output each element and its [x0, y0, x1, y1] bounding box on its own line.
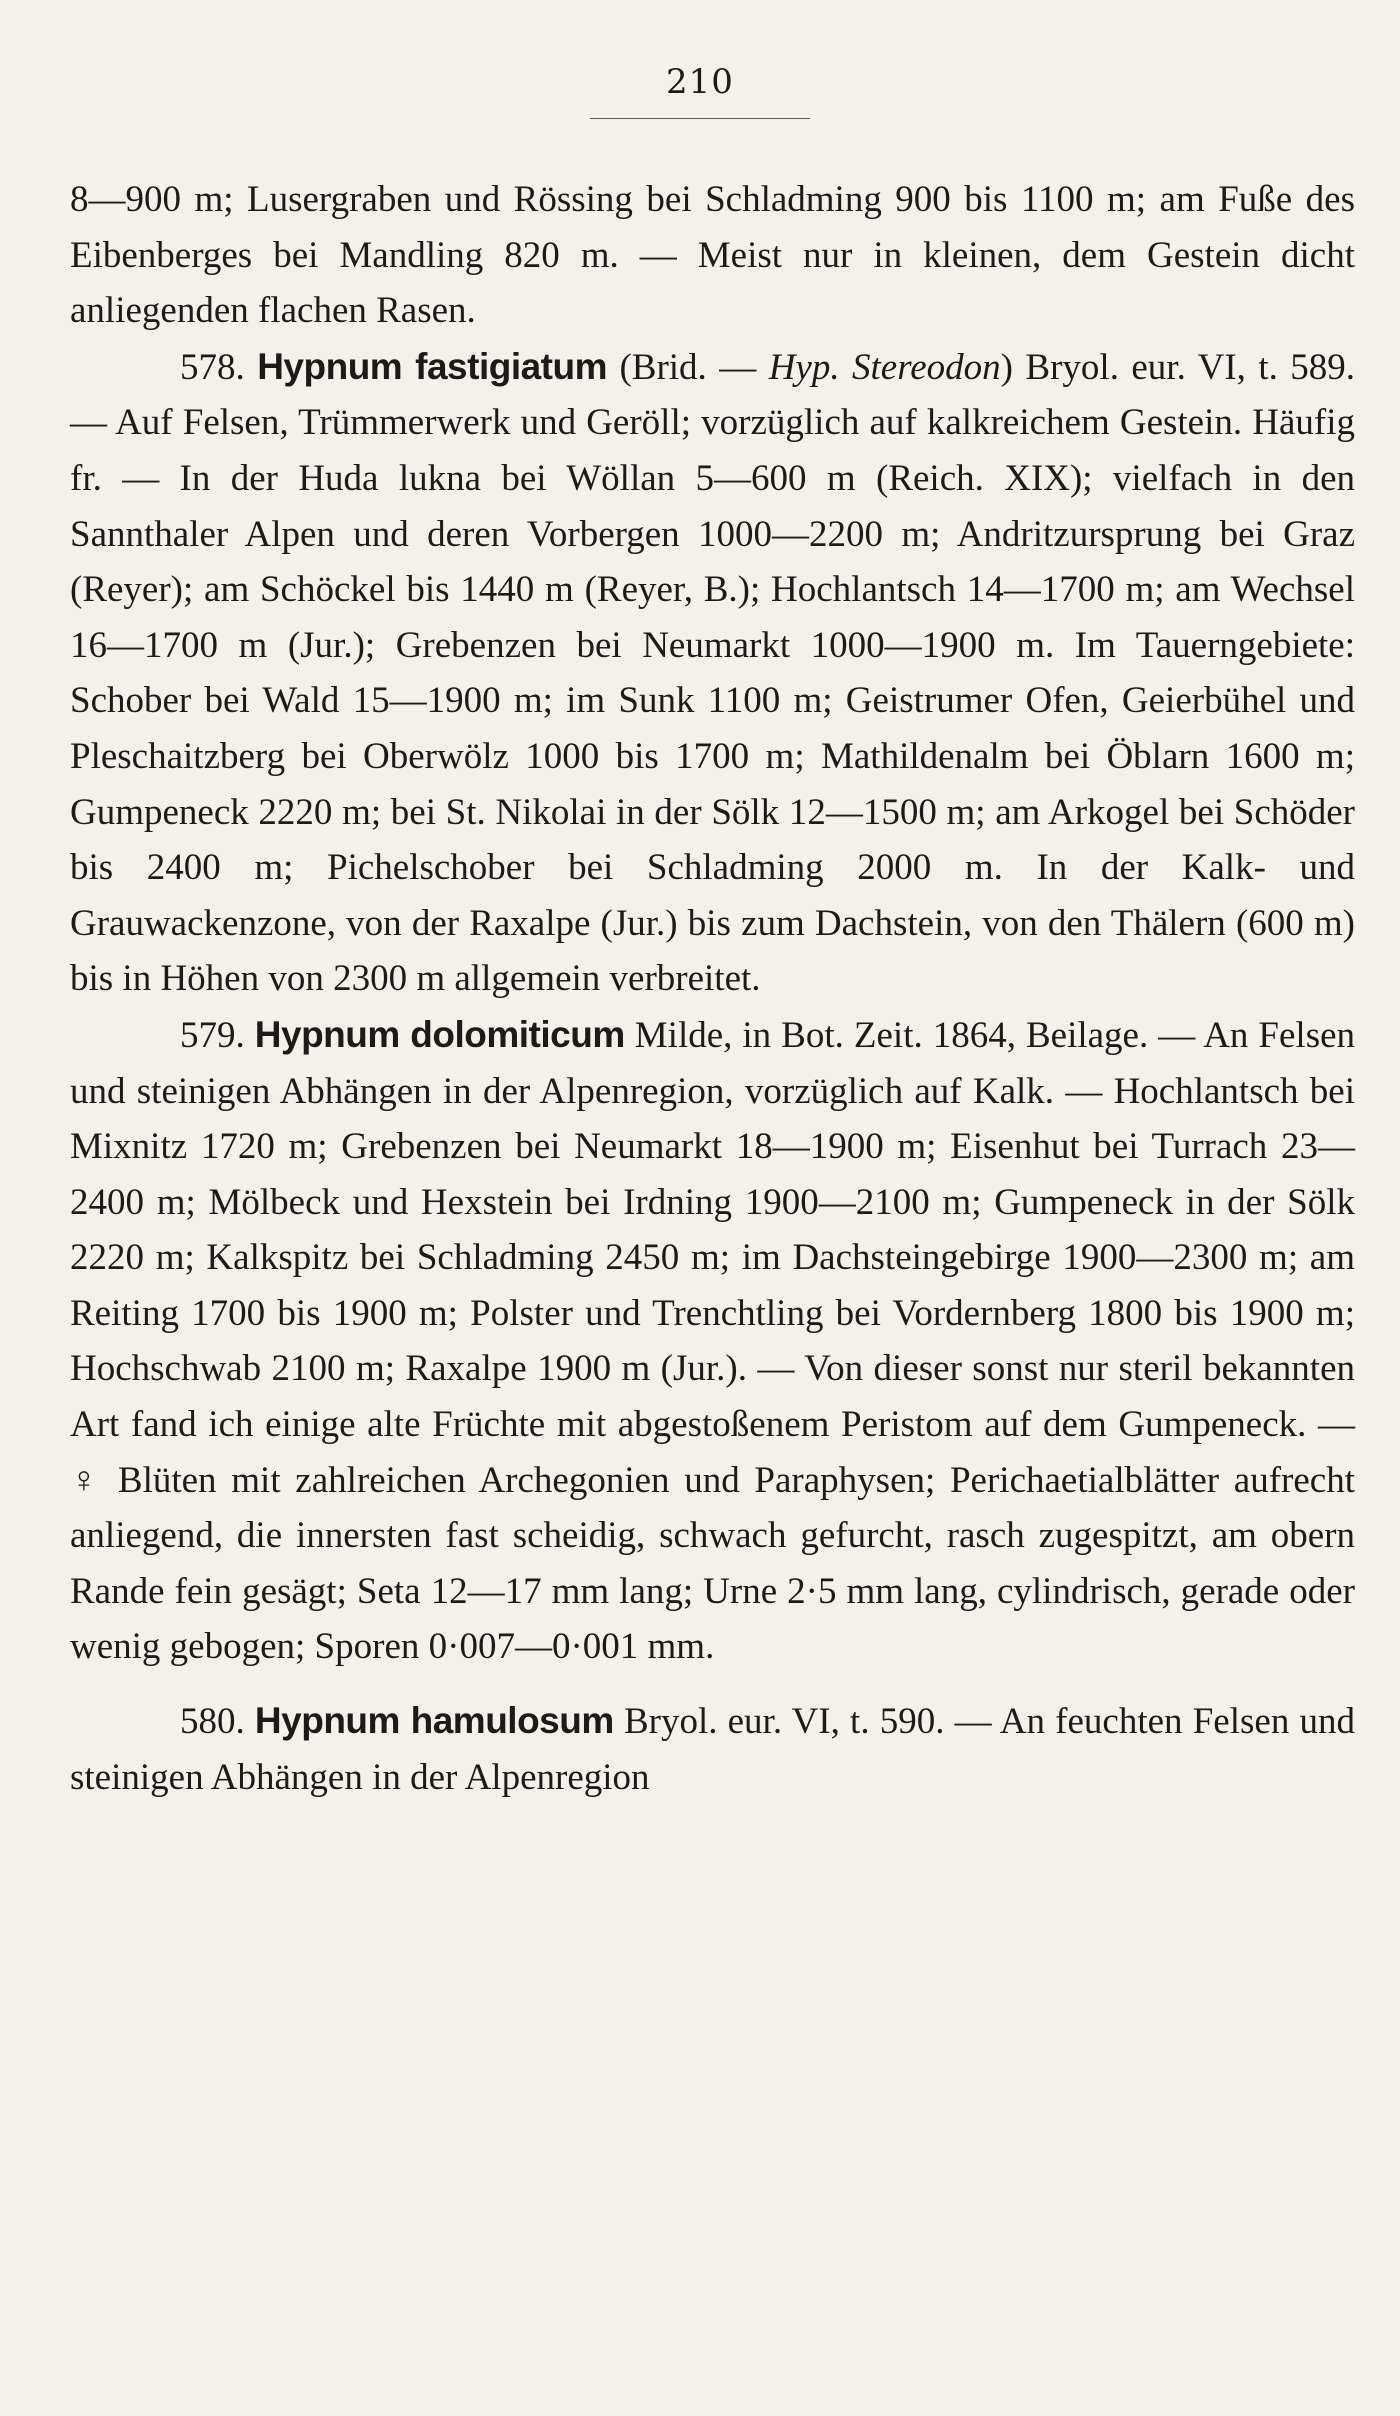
paragraph-continuation: [70, 172, 1355, 339]
species-name: Hypnum fastigiatum: [257, 345, 608, 387]
paragraph-text: ) Bryol. eur. VI, t. 589. — Auf Felsen, Trümmerwerk und Geröll; vorzüglich auf kalkreichem Gestein. Häufig fr. — In der Huda lukna bei Wöllan 5—600 m (Reich. XIX); vielfach in den Sannthaler Alpen und deren Vorbergen 1000—2200 m; Andritzursprung bei Graz (Reyer); am Schöckel bis 1440 m (Reyer, B.); Hochlantsch 14—1700 m; am Wechsel 16—1700 m (Jur.); Grebenzen bei Neumarkt 1000—1900 m. Im Tauerngebiete: Schober bei Wald 15—1900 m; im Sunk 1100 m; Geistrumer Ofen, Geierbühel und Pleschaitzberg bei Oberwölz 1000 bis 1700 m; Mathildenalm bei Öblarn 1600 m; Gumpeneck 2220 m; bei St. Nikolai in der Sölk 12—1500 m; am Arkogel bei Schöder bis 2400 m; Pichelschober bei Schladming 2000 m. In der Kalk- und Grauwackenzone, von der Raxalpe (Jur.) bis zum Dachstein, von den Thälern (600 m) bis in Höhen von 2300 m allgemein verbreitet.: [70, 346, 1356, 1000]
header-rule: [590, 118, 810, 119]
species-name: Hypnum hamulosum: [254, 1700, 614, 1742]
paragraph-text: 8—900 m; Lusergraben und Rössing bei Schladming 900 bis 1100 m; am Fuße des Eibenberges bei Mandling 820 m. — Meist nur in kleinen, dem Gestein dicht anliegenden flachen Rasen.: [70, 179, 1355, 332]
entry-authority: (Brid. —: [619, 346, 757, 388]
paragraph-text: Bryol. eur. VI, t. 590. — An feuchten Felsen und steinigen Abhängen in der Alpenregion: [70, 1701, 1355, 1798]
page-number: 210: [666, 62, 734, 102]
entry-579: [70, 1007, 1355, 1675]
entry-580: [70, 1693, 1355, 1805]
paragraph-text: Milde, in Bot. Zeit. 1864, Beilage. — An Felsen und steinigen Abhängen in der Alpenregion, vorzüglich auf Kalk. — Hochlantsch bei Mixnitz 1720 m; Grebenzen bei Neumarkt 18—1900 m; Eisenhut bei Turrach 23—2400 m; Mölbeck und Hexstein bei Irdning 1900—2100 m; Gumpeneck in der Sölk 2220 m; Kalkspitz bei Schladming 2450 m; im Dachsteingebirge 1900—2300 m; am Reiting 1700 bis 1900 m; Polster und Trenchtling bei Vordernberg 1800 bis 1900 m; Hochschwab 2100 m; Raxalpe 1900 m (Jur.). — Von dieser sonst nur steril bekannten Art fand ich einige alte Früchte mit abgestoßenem Peristom auf dem Gumpeneck. — ♀ Blüten mit zahlreichen Archegonien und Paraphysen; Perichaetialblätter aufrecht anliegend, die innersten fast scheidig, schwach gefurcht, rasch zugespitzt, am obern Rande fein gesägt; Seta 12—17 mm lang; Urne 2·5 mm lang, cylindrisch, gerade oder wenig gebogen; Sporen 0·007—0·001 mm.: [70, 1014, 1356, 1668]
entry-synonym: Hyp. Stereodon: [768, 346, 1001, 388]
species-name: Hypnum dolomiticum: [254, 1013, 625, 1055]
entry-number: 579.: [180, 1014, 245, 1056]
text-body: [70, 172, 1355, 1805]
entry-number: 578.: [180, 346, 245, 388]
entry-number: 580.: [180, 1701, 245, 1743]
entry-578: [70, 339, 1355, 1007]
